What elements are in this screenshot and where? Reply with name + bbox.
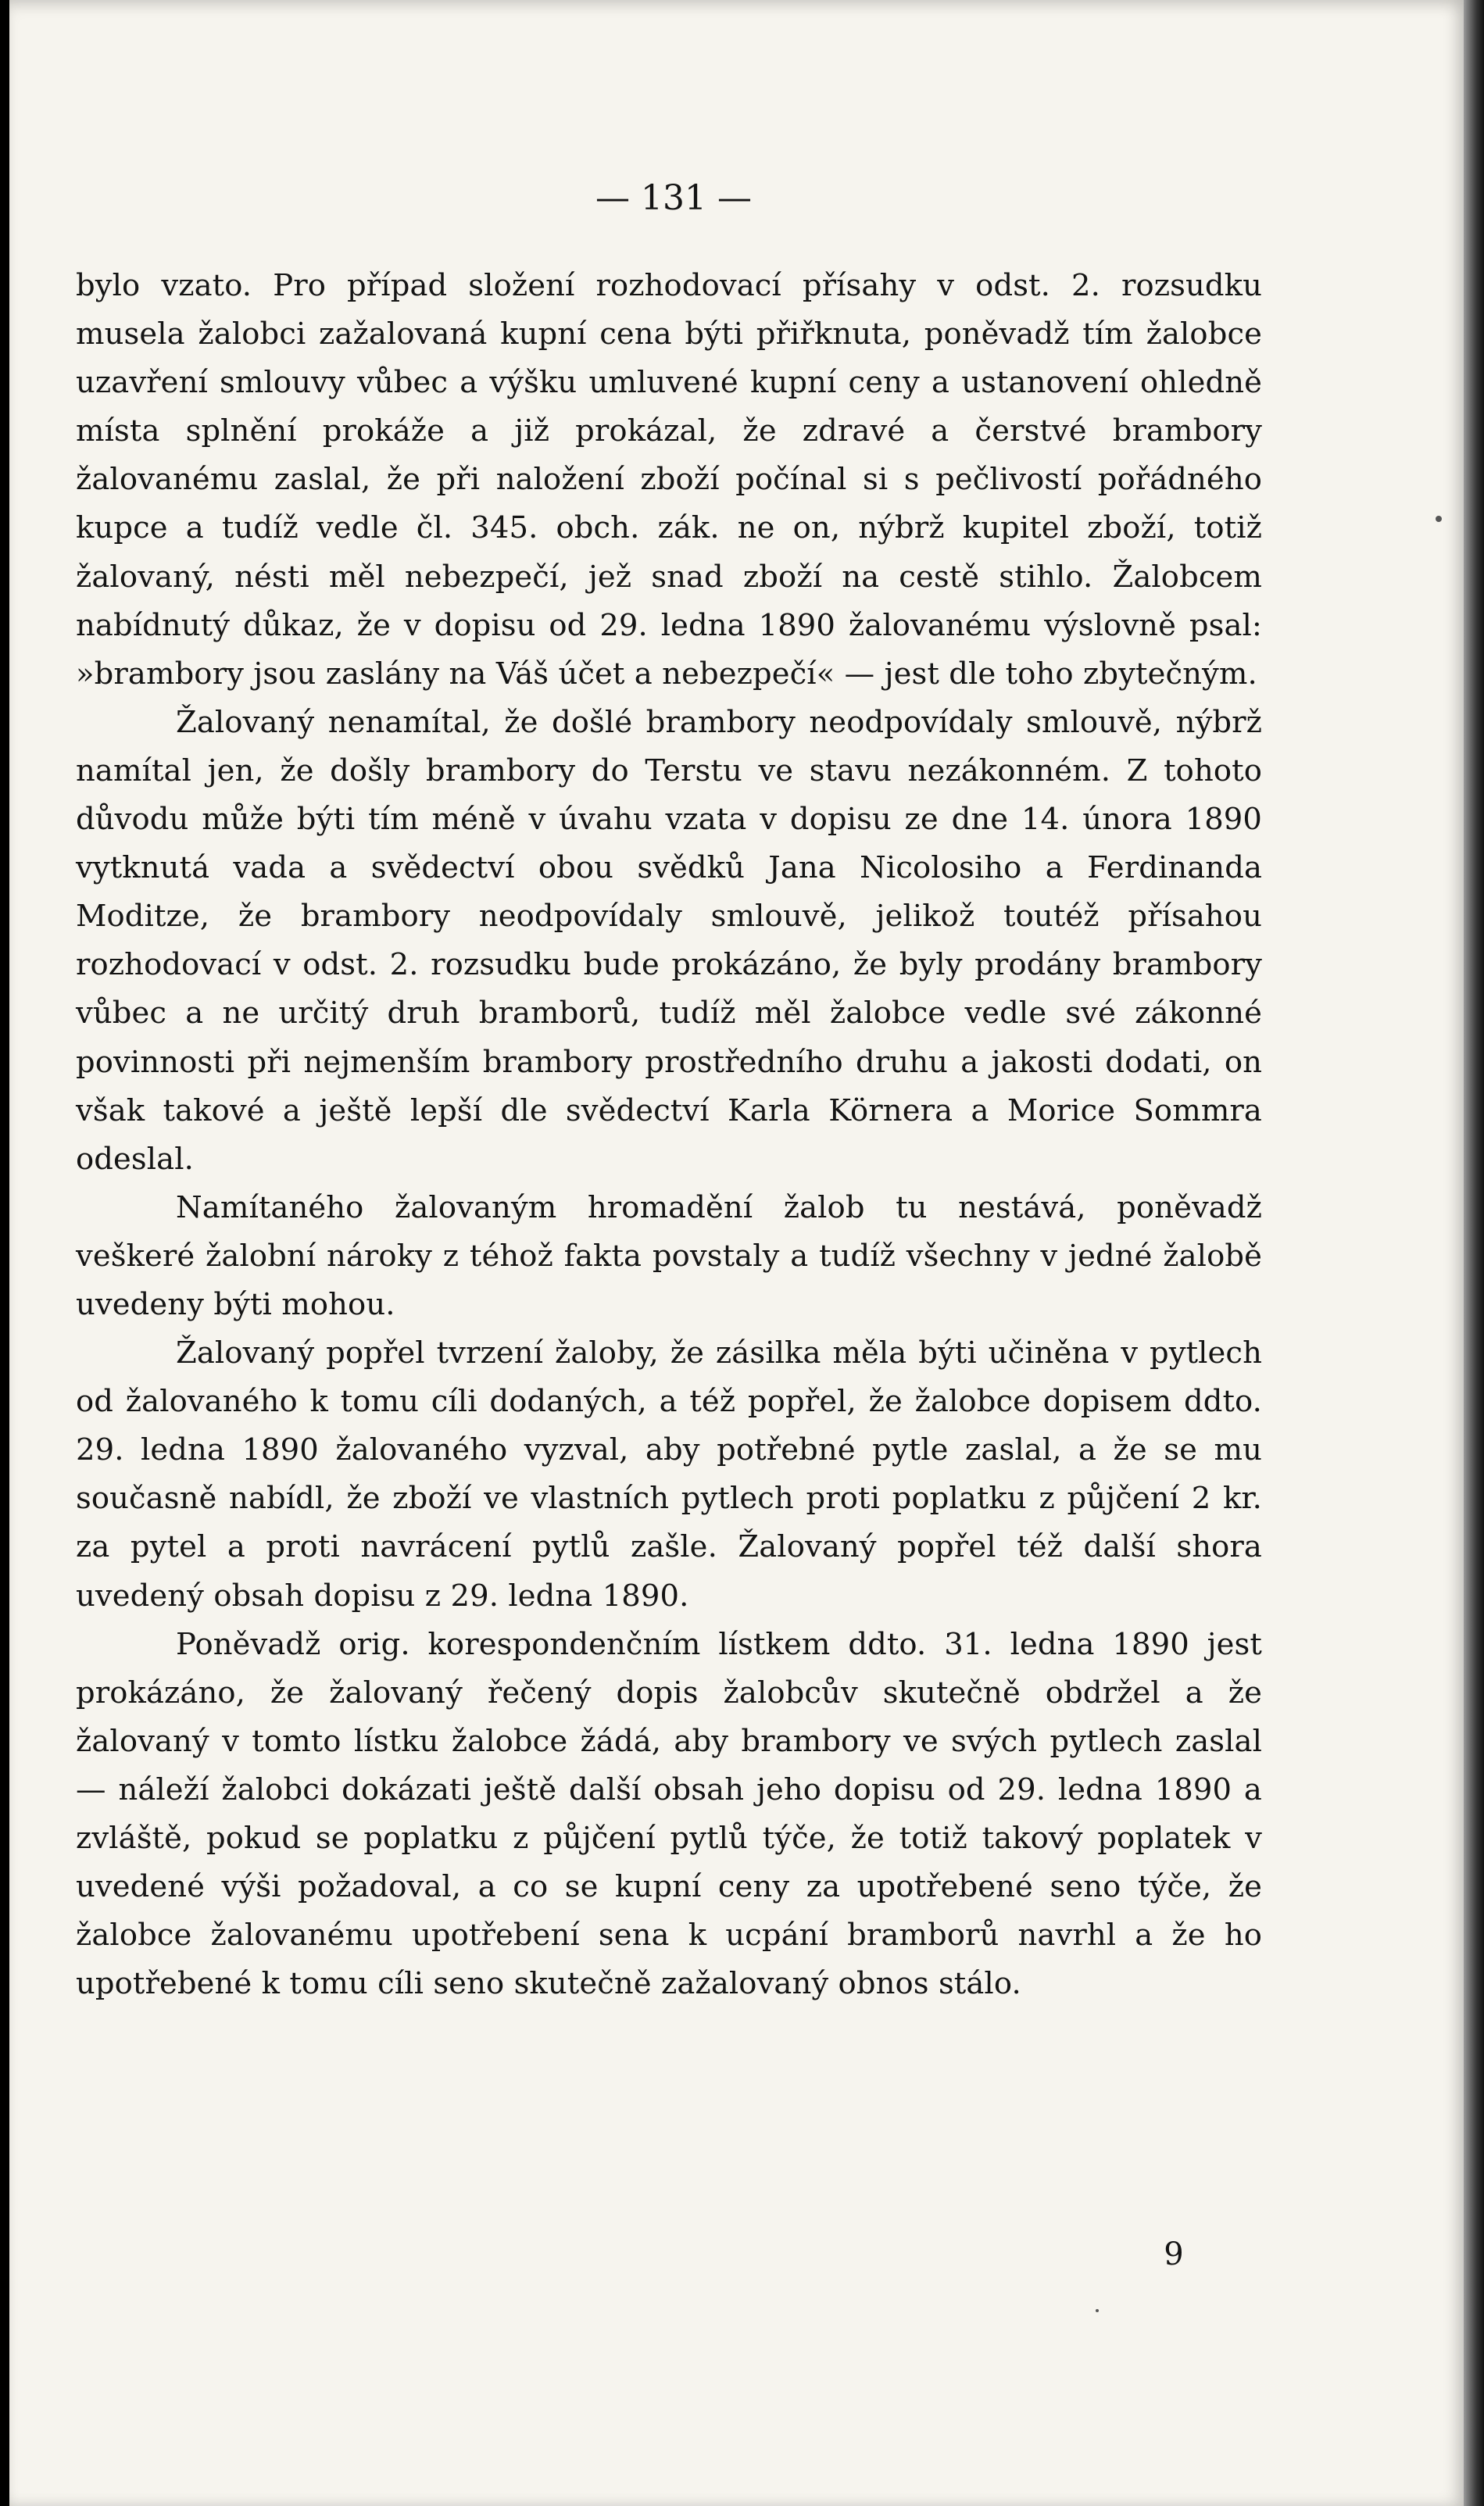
paragraph: Poněvadž orig. korespondenčním lístkem ddto. 31. ledna 1890 jest prokázáno, že žalovaný řečený dopis žalobcův skutečně obdržel a že žalovaný v tomto lístku žalobce žádá, aby brambory ve svých pytlech zaslal — náleží žalobci dokázati ještě další obsah jeho dopisu od 29. ledna 1890 a zvláště, pokud se poplatku z půjčení pytlů týče, že totiž takový poplatek v uvedené výši požadoval, a co se kupní ceny za upotřebené seno týče, že žalobce žalovanému upotřebení sena k ucpání bramborů navrhl a že ho upotřebené k tomu cíli seno skutečně zažalovaný obnos stálo. bbox=[76, 1626, 1262, 2002]
paragraph: Namítaného žalovaným hromadění žalob tu nestává, poněvadž veškeré žalobní nároky z téhož fakta povstaly a tudíž všechny v jedné žalobě uvedeny býti mohou. bbox=[76, 1189, 1262, 1322]
page-number: — 131 — bbox=[595, 178, 752, 218]
body-text bbox=[76, 262, 1262, 2008]
paragraph: bylo vzato. Pro případ složení rozhodovací přísahy v odst. 2. rozsudku musela žalobci zažalovaná kupní cena býti přiřknuta, poněvadž tím žalobce uzavření smlouvy vůbec a výšku umluvené kupní ceny a ustanovení ohledně místa splnění prokáže a již prokázal, že zdravé a čerstvé brambory žalovanému zaslal, že při naložení zboží počínal si s pečlivostí pořádného kupce a tudíž vedle čl. 345. obch. zák. ne on, nýbrž kupitel zboží, totiž žalovaný, nésti měl nebezpečí, jež snad zboží na cestě stihlo. Žalobcem nabídnutý důkaz, že v dopisu od 29. ledna 1890 žalovanému výslovně psal: »brambory jsou zaslány na Váš účet a nebezpečí« — jest dle toho zbytečným. bbox=[76, 268, 1262, 692]
paragraph: Žalovaný popřel tvrzení žaloby, že zásilka měla býti učiněna v pytlech od žalovaného k tomu cíli dodaných, a též popřel, že žalobce dopisem ddto. 29. ledna 1890 žalovaného vyzval, aby potřebné pytle zaslal, a že se mu současně nabídl, že zboží ve vlastních pytlech proti poplatku z půjčení 2 kr. za pytel a proti navrácení pytlů zašle. Žalovaný popřel též další shora uvedený obsah dopisu z 29. ledna 1890. bbox=[76, 1335, 1262, 1614]
book-page bbox=[9, 0, 1464, 2506]
paragraph: Žalovaný nenamítal, že došlé brambory neodpovídaly smlouvě, nýbrž namítal jen, že došly brambory do Terstu ve stavu nezákonném. Z tohoto důvodu může býti tím méně v úvahu vzata v dopisu ze dne 14. února 1890 vytknutá vada a svědectví obou svědků Jana Nicolosiho a Ferdinanda Moditze, že brambory neodpovídaly smlouvě, jelikož toutéž přísahou rozhodovací v odst. 2. rozsudku bude prokázáno, že byly prodány brambory vůbec a ne určitý druh bramborů, tudíž měl žalobce vedle své zákonné povinnosti při nejmenším brambory prostředního druhu a jakosti dodati, on však takové a ještě lepší dle svědectví Karla Körnera a Morice Sommra odeslal. bbox=[76, 704, 1262, 1177]
page-edge-shadow bbox=[1464, 0, 1484, 2506]
paper-speck bbox=[1096, 2309, 1099, 2312]
signature-mark: 9 bbox=[1164, 2236, 1184, 2272]
paper-speck bbox=[1436, 516, 1442, 522]
